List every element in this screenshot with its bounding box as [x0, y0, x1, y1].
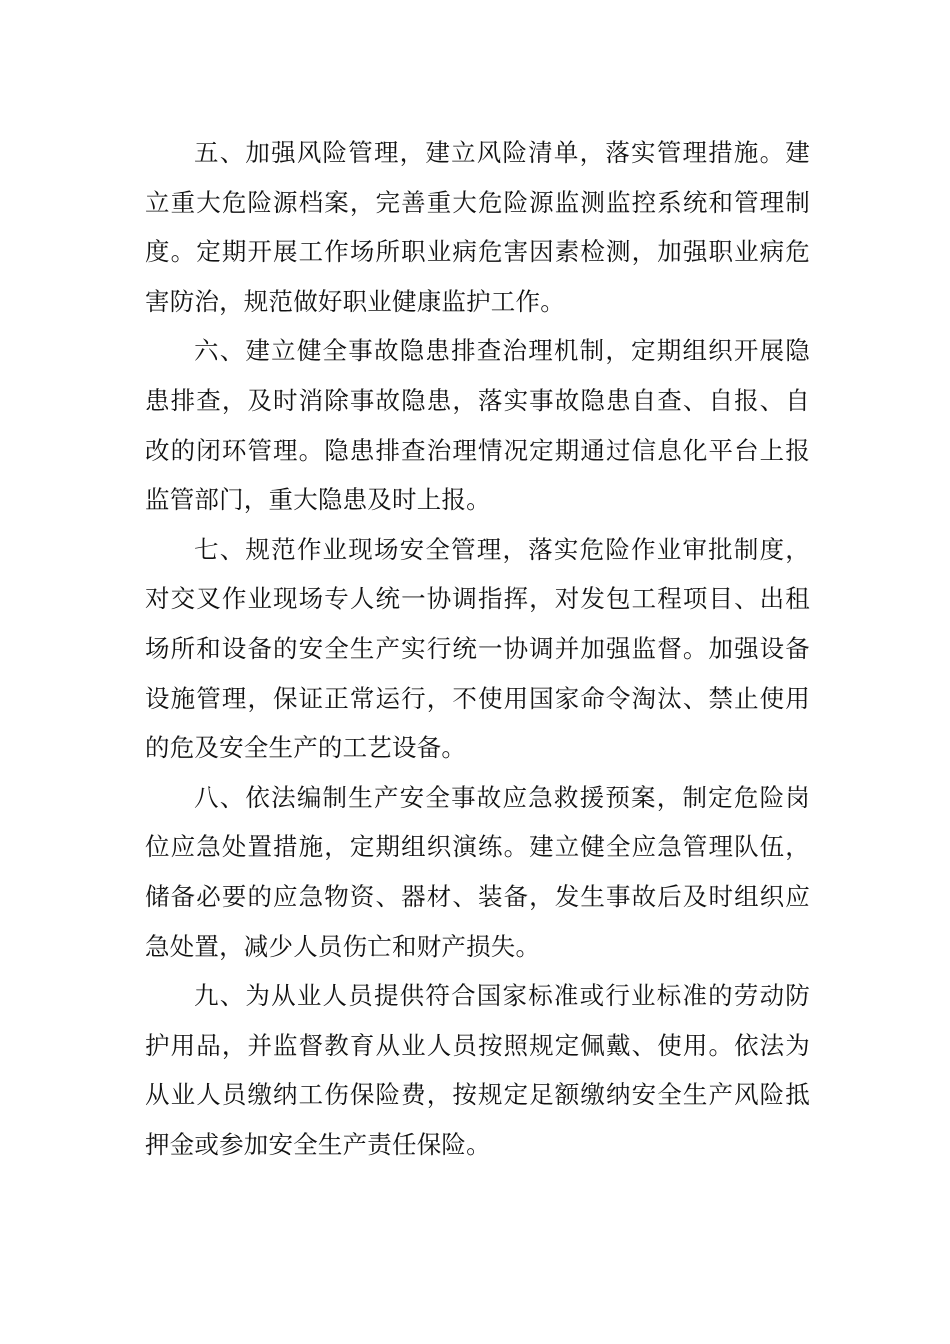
document-body — [145, 128, 810, 1169]
paragraph-item-6: 六、建立健全事故隐患排查治理机制，定期组织开展隐患排查，及时消除事故隐患，落实事故隐患自查、自报、自改的闭环管理。隐患排查治理情况定期通过信息化平台上报监管部门，重大隐患及时上报。 — [145, 336, 810, 515]
paragraph-item-8: 八、依法编制生产安全事故应急救援预案，制定危险岗位应急处置措施，定期组织演练。建立健全应急管理队伍，储备必要的应急物资、器材、装备，发生事故后及时组织应急处置，减少人员伤亡和财产损失。 — [145, 782, 810, 961]
paragraph-item-7: 七、规范作业现场安全管理，落实危险作业审批制度，对交叉作业现场专人统一协调指挥，对发包工程项目、出租场所和设备的安全生产实行统一协调并加强监督。加强设备设施管理，保证正常运行，不使用国家命令淘汰、禁止使用的危及安全生产的工艺设备。 — [145, 534, 810, 763]
paragraph-item-5: 五、加强风险管理，建立风险清单，落实管理措施。建立重大危险源档案，完善重大危险源监测监控系统和管理制度。定期开展工作场所职业病危害因素检测，加强职业病危害防治，规范做好职业健康监护工作。 — [145, 138, 810, 316]
paragraph-item-9: 九、为从业人员提供符合国家标准或行业标准的劳动防护用品，并监督教育从业人员按照规定佩戴、使用。依法为从业人员缴纳工伤保险费，按规定足额缴纳安全生产风险抵押金或参加安全生产责任保险。 — [145, 981, 810, 1159]
